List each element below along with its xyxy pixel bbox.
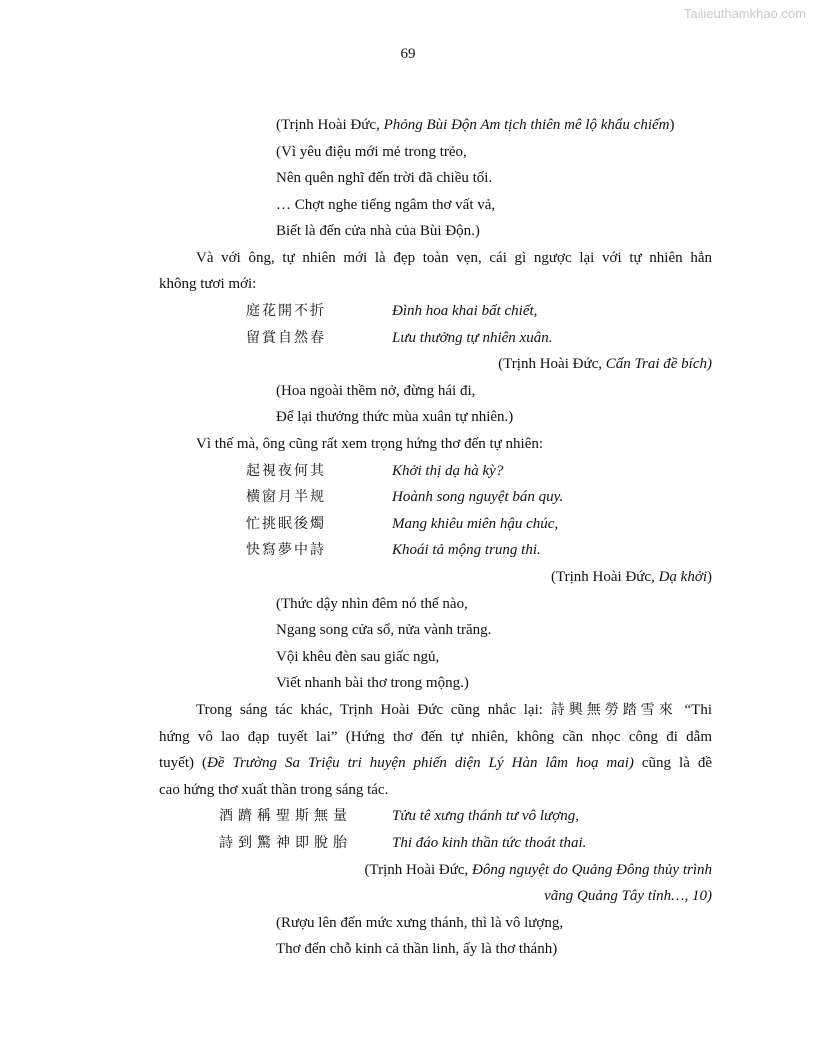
han-verse: 快寫夢中詩 — [246, 542, 326, 558]
citation-continued: vãng Quảng Tây tỉnh…, 10) — [544, 888, 712, 904]
translation-line: Viết nhanh bài thơ trong mộng.) — [276, 675, 469, 691]
citation: (Trịnh Hoài Đức, Đông nguyệt do Quảng Đông thủy trình — [364, 862, 712, 878]
paragraph-line: Và với ông, tự nhiên mới là đẹp toàn vẹn, cái gì ngược lại với tự nhiên hẳn — [196, 250, 712, 266]
paragraph-line: hứng vô lao đạp tuyết lai” (Hứng thơ đến tự nhiên, không cần nhọc công đi dẫm — [159, 729, 712, 745]
romanized-verse: Hoành song nguyệt bán quy. — [392, 489, 564, 505]
paragraph-line: Vì thế mà, ông cũng rất xem trọng hứng thơ đến tự nhiên: — [196, 436, 544, 452]
translation-line: Vội khêu đèn sau giấc ngủ, — [276, 649, 440, 665]
romanized-verse: Tửu tê xưng thánh tư vô lượng, — [392, 808, 579, 824]
translation-line: (Rượu lên đến mức xưng thánh, thì là vô lượng, — [276, 915, 564, 931]
paragraph-line: không tươi mới: — [159, 276, 257, 292]
romanized-verse: Thi đáo kinh thần tức thoát thai. — [392, 835, 587, 851]
translation-line: (Hoa ngoài thềm nở, đừng hái đi, — [276, 383, 476, 399]
citation: (Trịnh Hoài Đức, Cấn Trai đề bích) — [498, 356, 712, 372]
romanized-verse: Lưu thưởng tự nhiên xuân. — [392, 330, 553, 346]
translation-line: … Chợt nghe tiếng ngâm thơ vất vả, — [276, 197, 496, 213]
watermark: Tailieuthamkhao.com — [683, 6, 806, 21]
han-verse: 忙挑眠後燭 — [246, 516, 326, 532]
translation-line: Biết là đến cửa nhà của Bùi Độn.) — [276, 223, 480, 239]
han-verse: 庭花開不折 — [246, 303, 326, 319]
han-verse: 横窗月半规 — [246, 489, 326, 505]
paragraph-line: cao hứng thơ xuất thần trong sáng tác. — [159, 782, 389, 798]
translation-line: (Thức dậy nhìn đêm nó thế nào, — [276, 596, 468, 612]
han-verse: 詩到驚神即脫胎 — [219, 835, 352, 851]
translation-line: Ngang song cửa sổ, nửa vành trăng. — [276, 622, 492, 638]
romanized-verse: Khởi thị dạ hà kỳ? — [392, 463, 504, 479]
paragraph-line: tuyết) (Đề Trường Sa Triệu tri huyện phiến diện Lý Hàn lâm hoạ mai) cũng là đề — [159, 755, 713, 771]
citation: (Trịnh Hoài Đức, Dạ khởi) — [551, 569, 712, 585]
han-verse: 留賞自然春 — [246, 330, 326, 346]
translation-line: Thơ đến chỗ kinh cả thần linh, ấy là thơ thánh) — [276, 941, 558, 957]
translation-line: Nên quên nghĩ đến trời đã chiều tối. — [276, 170, 493, 186]
romanized-verse: Mang khiêu miên hậu chúc, — [392, 516, 559, 532]
translation-line: (Vì yêu điệu mới mẻ trong trẻo, — [276, 144, 467, 160]
paragraph-line: Trong sáng tác khác, Trịnh Hoài Đức cũng nhắc lại: 詩興無勞踏雪來 “Thi — [196, 702, 712, 718]
han-verse: 起視夜何其 — [246, 463, 326, 479]
romanized-verse: Khoái tả mộng trung thi. — [392, 542, 541, 558]
han-verse: 酒躋稱聖斯無量 — [219, 808, 352, 824]
citation: (Trịnh Hoài Đức, Phỏng Bùi Độn Am tịch thiên mê lộ khẩu chiếm) — [276, 117, 675, 133]
page-number: 69 — [400, 46, 416, 62]
translation-line: Để lại thưởng thức mùa xuân tự nhiên.) — [276, 409, 514, 425]
romanized-verse: Đình hoa khai bất chiết, — [392, 303, 538, 319]
